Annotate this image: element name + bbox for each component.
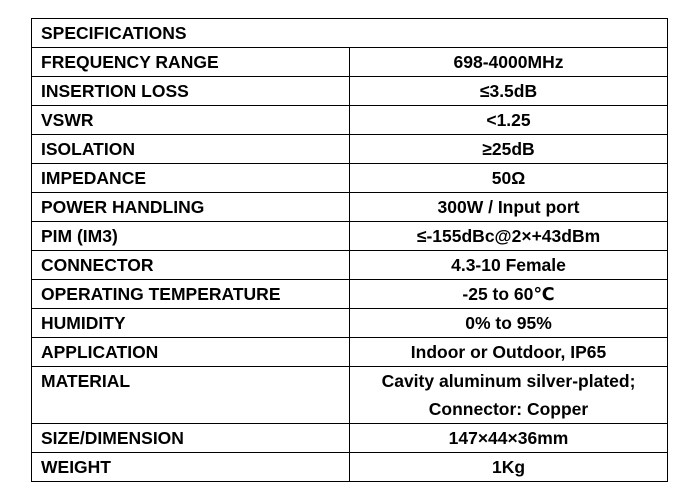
table-row <box>32 367 668 424</box>
param-value: 147×44×36mm <box>350 424 668 453</box>
param-value: ≤3.5dB <box>350 77 668 106</box>
param-name: OPERATING TEMPERATURE <box>32 280 350 309</box>
param-value-line: Cavity aluminum silver-plated; <box>381 371 636 391</box>
param-value: <1.25 <box>350 106 668 135</box>
param-name: WEIGHT <box>32 453 350 482</box>
param-value: 4.3-10 Female <box>350 251 668 280</box>
param-value: -25 to 60℃ <box>350 280 668 309</box>
param-name: CONNECTOR <box>32 251 350 280</box>
param-value: 698-4000MHz <box>350 48 668 77</box>
table-row <box>32 77 668 106</box>
table-row <box>32 106 668 135</box>
param-name: INSERTION LOSS <box>32 77 350 106</box>
param-name: ISOLATION <box>32 135 350 164</box>
param-value: 1Kg <box>350 453 668 482</box>
param-value-line: Connector: Copper <box>428 399 589 419</box>
param-value: ≥25dB <box>350 135 668 164</box>
table-row <box>32 453 668 482</box>
table-row <box>32 338 668 367</box>
param-name: APPLICATION <box>32 338 350 367</box>
table-row <box>32 309 668 338</box>
param-value: 0% to 95% <box>350 309 668 338</box>
param-name: PIM (IM3) <box>32 222 350 251</box>
table-row <box>32 48 668 77</box>
param-name: FREQUENCY RANGE <box>32 48 350 77</box>
param-name: VSWR <box>32 106 350 135</box>
param-value <box>350 367 668 424</box>
table-row <box>32 251 668 280</box>
param-value: ≤-155dBc@2×+43dBm <box>350 222 668 251</box>
table-header: SPECIFICATIONS <box>32 19 668 48</box>
param-value: Indoor or Outdoor, IP65 <box>350 338 668 367</box>
param-value: 300W / Input port <box>350 193 668 222</box>
table-header-row <box>32 19 668 48</box>
table-row <box>32 164 668 193</box>
param-name: POWER HANDLING <box>32 193 350 222</box>
table-row <box>32 193 668 222</box>
specifications-table <box>31 18 668 482</box>
param-name: MATERIAL <box>32 367 350 424</box>
param-name: HUMIDITY <box>32 309 350 338</box>
table-row <box>32 280 668 309</box>
param-name: IMPEDANCE <box>32 164 350 193</box>
param-name: SIZE/DIMENSION <box>32 424 350 453</box>
table-row <box>32 222 668 251</box>
param-value: 50Ω <box>350 164 668 193</box>
table-row <box>32 135 668 164</box>
table-row <box>32 424 668 453</box>
